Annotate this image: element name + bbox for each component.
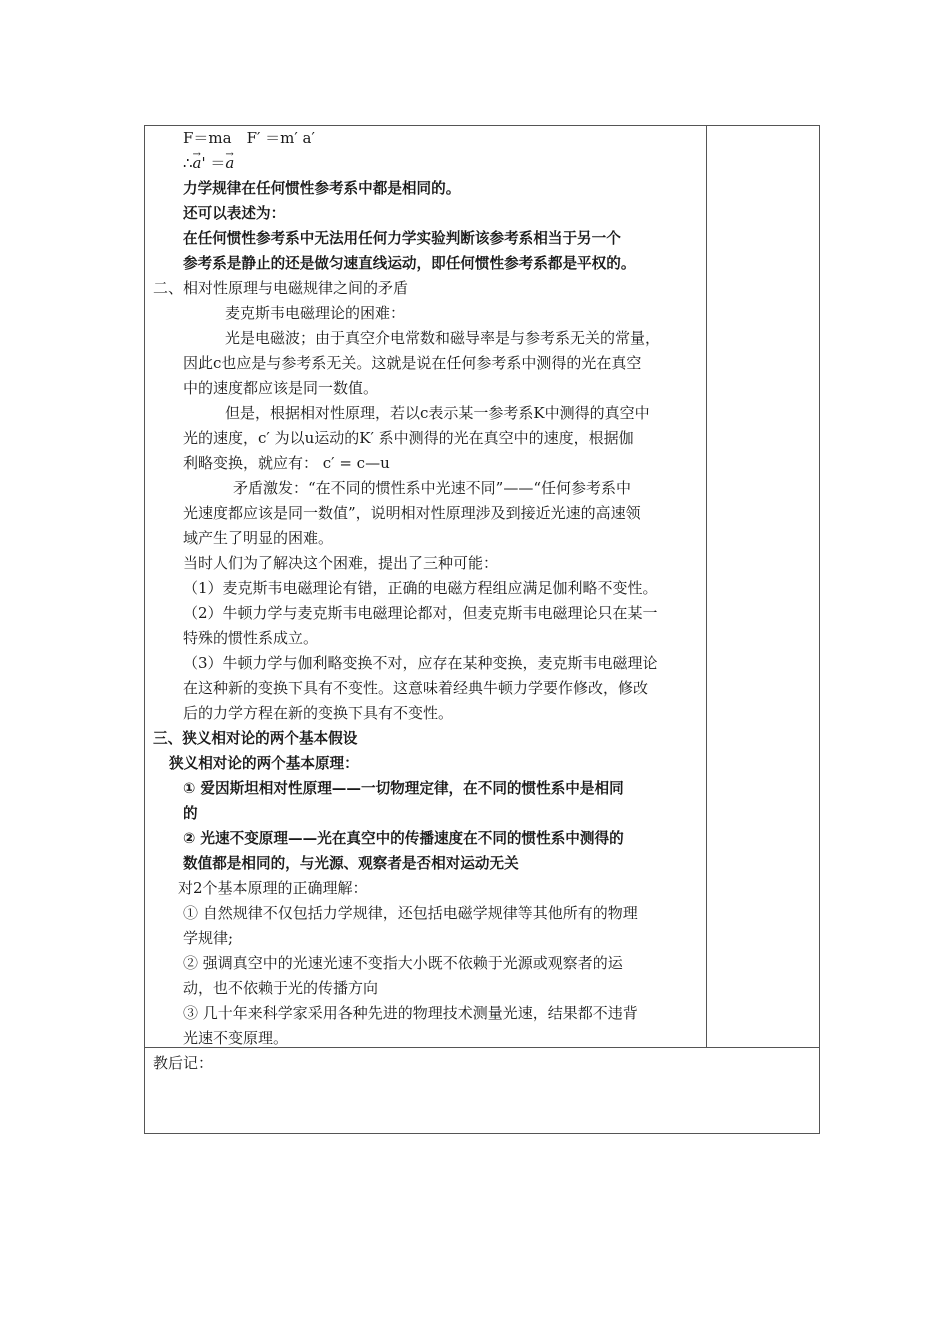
conclusion-text: 力学规律在任何惯性参考系中都是相同的。 — [183, 180, 461, 197]
paragraph-line: 当时人们为了解决这个困难，提出了三种可能： — [183, 554, 499, 572]
principle-item: 数值都是相同的，与光源、观察者是否相对运动无关 — [183, 855, 519, 872]
paragraph-line: 中的速度都应该是同一数值。 — [183, 379, 379, 397]
possibility-item: （2）牛顿力学与麦克斯韦电磁理论都对，但麦克斯韦电磁理论只在某一 — [183, 604, 658, 622]
subheading-understanding: 对2个基本原理的正确理解： — [178, 879, 368, 897]
formula-acceleration: ∴→ a' ＝→ a — [153, 151, 701, 176]
paragraph-line: 在这种新的变换下具有不变性。这意味着经典牛顿力学要作修改，修改 — [183, 679, 649, 697]
post-lesson-notes-label: 教后记： — [153, 1054, 214, 1072]
lesson-plan-table — [144, 125, 820, 1134]
principle-item: 的 — [183, 805, 198, 822]
paragraph-line: 光速不变原理。 — [183, 1029, 289, 1047]
section-heading-2: 二、相对性原理与电磁规律之间的矛盾 — [153, 279, 409, 297]
paragraph-line: 矛盾激发：“在不同的惯性系中光速不同”——“任何参考系中 — [233, 479, 632, 497]
paragraph-line: 域产生了明显的困难。 — [183, 529, 334, 547]
column-divider — [706, 126, 707, 1047]
principle-item: ② 光速不变原理——光在真空中的传播速度在不同的惯性系中测得的 — [183, 830, 624, 847]
paragraph-line: 光的速度，c′ 为以u运动的K′ 系中测得的光在真空中的速度，根据伽 — [183, 429, 634, 447]
subheading-principles: 狭义相对论的两个基本原理： — [169, 755, 359, 772]
understanding-item: ② 强调真空中的光速光速不变指大小既不依赖于光源或观察者的运 — [183, 954, 623, 972]
principle-item: ① 爱因斯坦相对性原理——一切物理定律，在不同的惯性系中是相同 — [183, 780, 624, 797]
vector-a-prime: → a' — [193, 151, 206, 176]
paragraph-line: 利略变换，就应有： c′ = c—u — [183, 454, 390, 472]
understanding-item: ③ 几十年来科学家采用各种先进的物理技术测量光速，结果都不违背 — [183, 1004, 638, 1022]
vector-a: → a — [225, 151, 234, 176]
understanding-item: ① 自然规律不仅包括力学规律，还包括电磁学规律等其他所有的物理 — [183, 904, 638, 922]
restatement-line-2: 参考系是静止的还是做匀速直线运动，即任何惯性参考系都是平权的。 — [183, 255, 636, 272]
paragraph-line: 学规律; — [183, 929, 234, 947]
main-content-cell — [153, 126, 701, 1051]
paragraph-line: 特殊的惯性系成立。 — [183, 629, 319, 647]
subheading-maxwell: 麦克斯韦电磁理论的困难： — [225, 304, 406, 322]
restatement-label: 还可以表述为： — [183, 205, 286, 222]
section-heading-3: 三、狭义相对论的两个基本假设 — [153, 730, 358, 747]
paragraph-line: 后的力学方程在新的变换下具有不变性。 — [183, 704, 454, 722]
paragraph-line: 但是，根据相对性原理，若以c表示某一参考系K中测得的真空中 — [225, 404, 650, 422]
paragraph-line: 光速度都应该是同一数值”，说明相对性原理涉及到接近光速的高速领 — [183, 504, 641, 522]
possibility-item: （3）牛顿力学与伽利略变换不对，应存在某种变换，麦克斯韦电磁理论 — [183, 654, 658, 672]
paragraph-line: 光是电磁波；由于真空介电常数和磁导率是与参考系无关的常量， — [225, 329, 661, 347]
formula-newton: F＝ma F′ ＝m′ a′ — [183, 129, 315, 147]
paragraph-line: 因此c也应是与参考系无关。这就是说在任何参考系中测得的光在真空 — [183, 354, 642, 372]
restatement-line-1: 在任何惯性参考系中无法用任何力学实验判断该参考系相当于另一个 — [183, 230, 621, 247]
possibility-item: （1）麦克斯韦电磁理论有错，正确的电磁方程组应满足伽利略不变性。 — [183, 579, 658, 597]
paragraph-line: 动，也不依赖于光的传播方向 — [183, 979, 379, 997]
